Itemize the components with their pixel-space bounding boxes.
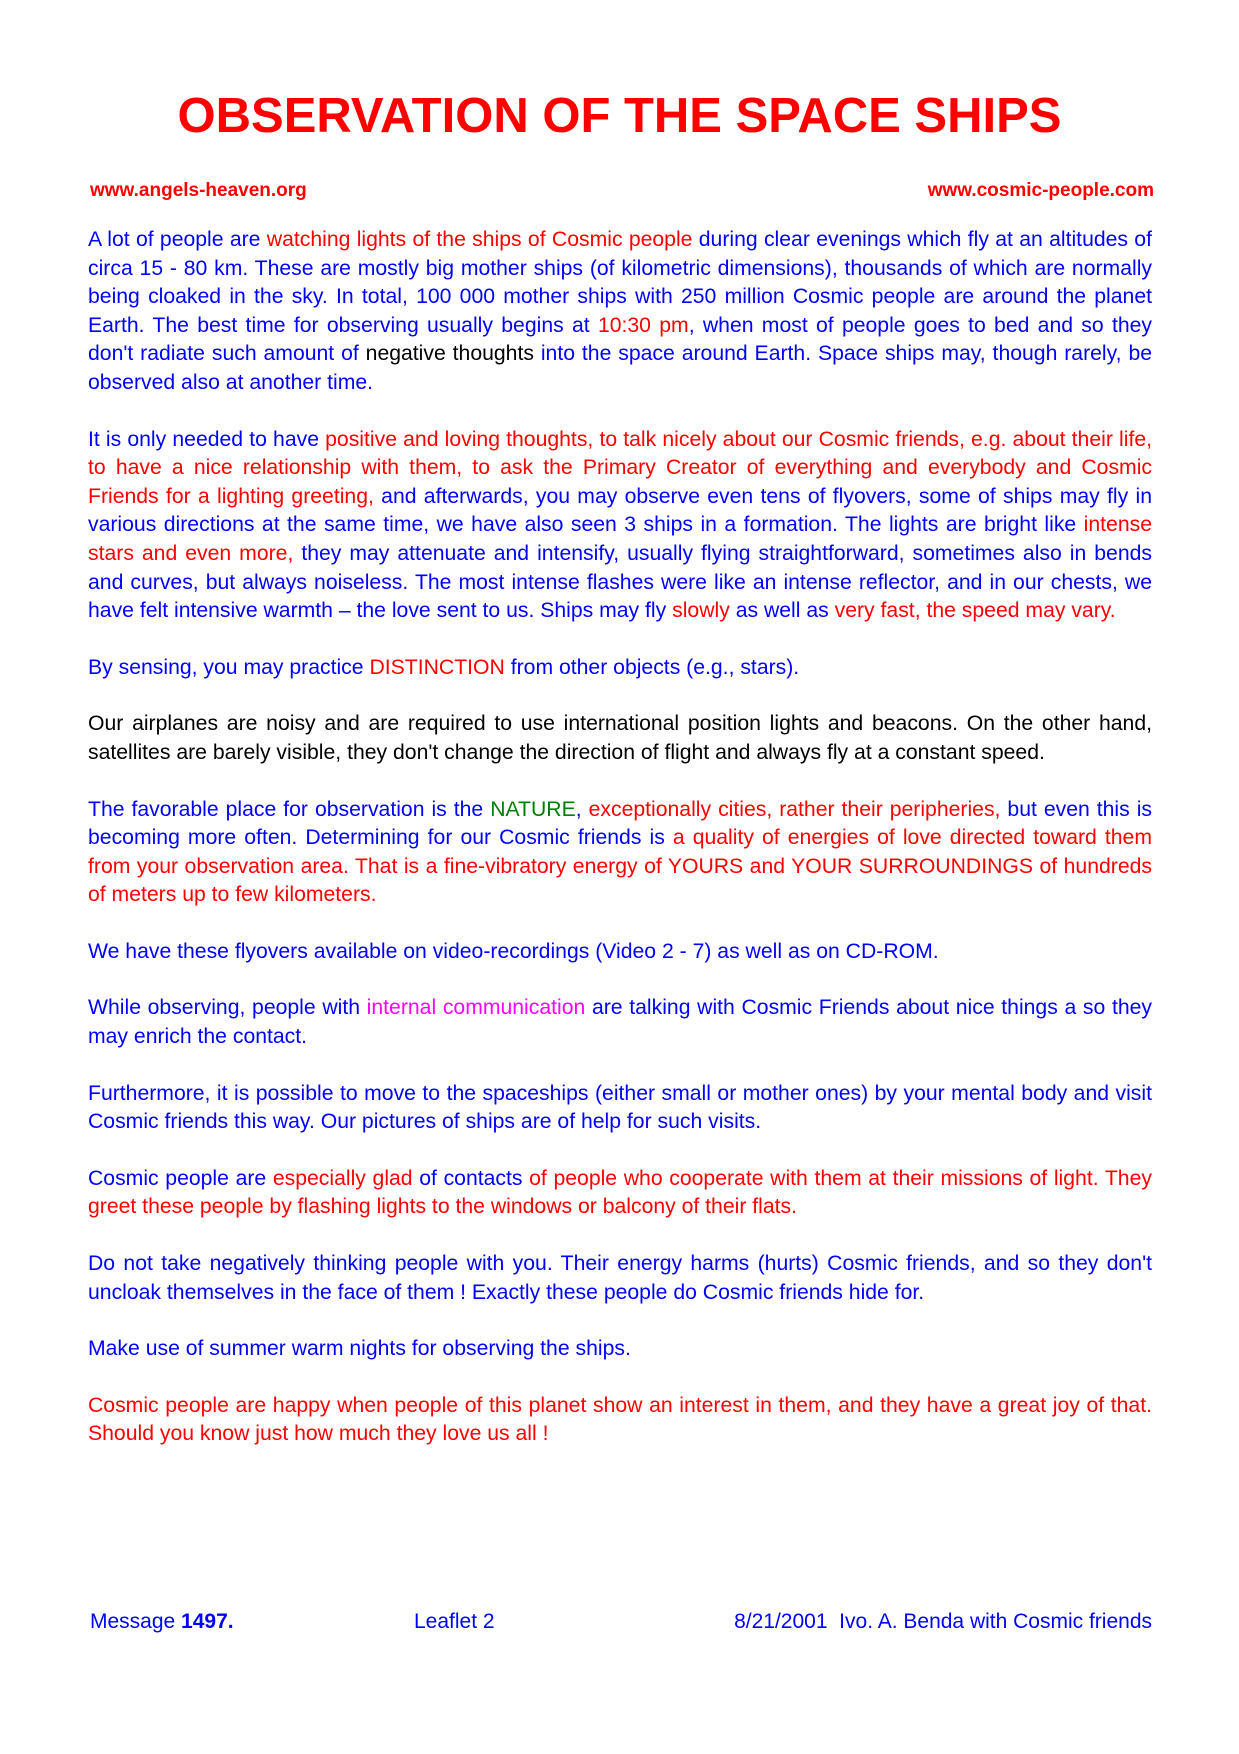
website-links [90, 178, 1154, 204]
text-segment: The favorable place for observation is the [88, 797, 491, 821]
text-segment: By sensing, you may practice [88, 655, 370, 679]
text-segment: Furthermore, it is possible to move to the spaceships (either small or mother ones) by your mental body and visit Cosmic friends this way. Our pictures of ships are of help for such visits. [88, 1081, 1152, 1134]
message-reference [90, 1608, 234, 1636]
link-cosmic-people[interactable]: www.cosmic-people.com [927, 180, 1154, 201]
text-segment: into the space around Earth. Space ships may, though rarely, be observed also at another time. [88, 342, 1153, 394]
text-segment: Make use of summer warm nights for observing the ships. [88, 1337, 631, 1361]
text-segment: especially glad [272, 1166, 413, 1190]
paragraph [88, 426, 1152, 626]
text-segment: Cosmic people are [88, 1166, 273, 1190]
text-segment: , [575, 797, 589, 821]
paragraph [88, 1165, 1152, 1222]
leaflet-label: Leaflet 2 [414, 1610, 495, 1633]
text-segment: We have these flyovers available on video-recordings (Video 2 - 7) as well as on CD-ROM. [88, 939, 939, 963]
document-title: OBSERVATION OF THE SPACE SHIPS [177, 89, 1062, 143]
text-segment: internal communication [366, 996, 586, 1020]
paragraph [88, 1080, 1152, 1137]
paragraph [88, 226, 1152, 398]
text-segment: are talking with Cosmic Friends about nice things a so they may enrich the contact. [88, 996, 1152, 1049]
document-body [88, 226, 1152, 1477]
paragraph [88, 654, 1152, 683]
message-number: 1497. [181, 1610, 234, 1633]
text-segment: as well as [729, 599, 835, 623]
text-segment: 10:30 pm [597, 313, 689, 337]
document-footer [90, 1608, 1152, 1636]
paragraph [88, 710, 1152, 767]
text-segment: of contacts [412, 1166, 530, 1190]
paragraph [88, 938, 1152, 967]
text-segment: It is only needed to have [88, 427, 326, 451]
text-segment: Do not take negatively thinking people with you. Their energy harms (hurts) Cosmic friends, and so they don't uncloak themselves in the face of them ! Exactly these people do Cosmic friends hide for. [88, 1252, 1152, 1304]
paragraph [88, 994, 1152, 1051]
text-segment: , when most of people goes to bed and so they don't radiate such amount of [88, 313, 1153, 366]
text-segment: Cosmic people are happy when people of this planet show an interest in them, and they have a great joy of that. Should you know just how much they love us all ! [88, 1393, 1152, 1446]
text-segment: very fast, the speed may vary. [834, 599, 1116, 623]
text-segment: intense stars and even more, [88, 513, 1152, 565]
text-segment: positive and loving thoughts, to talk nicely about our Cosmic friends, e.g. about their life, to have a nice relationship with them, to ask the Primary Creator of everything and everybody and Cosmic Friends for a lighting greeting, [88, 427, 1153, 508]
text-segment: Our airplanes are noisy and are required to use international position lights and beacons. On the other hand, satellites are barely visible, they don't change the direction of flight and always fly at a constant speed. [88, 712, 1152, 764]
text-segment: but even this is becoming more often. Determining for our Cosmic friends is [88, 797, 1153, 850]
text-segment: A lot of people are [88, 228, 267, 251]
text-segment: exceptionally cities, rather their peripheries, [588, 797, 1001, 821]
text-segment: DISTINCTION [369, 655, 505, 679]
date-author: 8/21/2001 Ivo. A. Benda with Cosmic friends [734, 1610, 1152, 1633]
paragraph [88, 1250, 1152, 1307]
text-segment: NATURE [490, 797, 576, 821]
link-angels-heaven[interactable]: www.angels-heaven.org [90, 180, 307, 201]
paragraph [88, 1335, 1152, 1364]
text-segment: and afterwards, you may observe even tens of flyovers, some of ships may fly in various directions at the same time, we have also seen 3 ships in a formation. The lights are bright like [88, 484, 1152, 537]
text-segment: While observing, people with [88, 996, 367, 1020]
text-segment: of people who cooperate with them at their missions of light. They greet these people by flashing lights to the windows or balcony of their flats. [88, 1166, 1152, 1219]
text-segment: during clear evenings which fly at an altitudes of circa 15 - 80 km. These are mostly big mother ships (of kilometric dimensions), thousands of which are normally being cloaked in the sky. In total, 100 000 mother ships with 250 million Cosmic people are around the planet Earth. The best time for observing usually begins at [88, 228, 1152, 337]
text-segment: from other objects (e.g., stars). [504, 655, 800, 679]
text-segment: a quality of energies of love directed toward them from your observation area. That is a fine-vibratory energy of YOURS and YOUR SURROUNDINGS of hundreds of meters up to few kilometers. [88, 826, 1152, 907]
text-segment: watching lights of the ships of Cosmic people [266, 228, 693, 251]
message-label: Message [90, 1610, 182, 1633]
text-segment: negative thoughts [365, 342, 534, 366]
text-segment: slowly [672, 599, 730, 623]
paragraph [88, 796, 1152, 910]
text-segment: they may attenuate and intensify, usually flying straightforward, sometimes also in bends and curves, but always noiseless. The most intense flashes were like an intense reflector, and in our chests, we have felt intensive warmth – the love sent to us. Ships may fly [88, 541, 1152, 623]
paragraph [88, 1392, 1152, 1449]
